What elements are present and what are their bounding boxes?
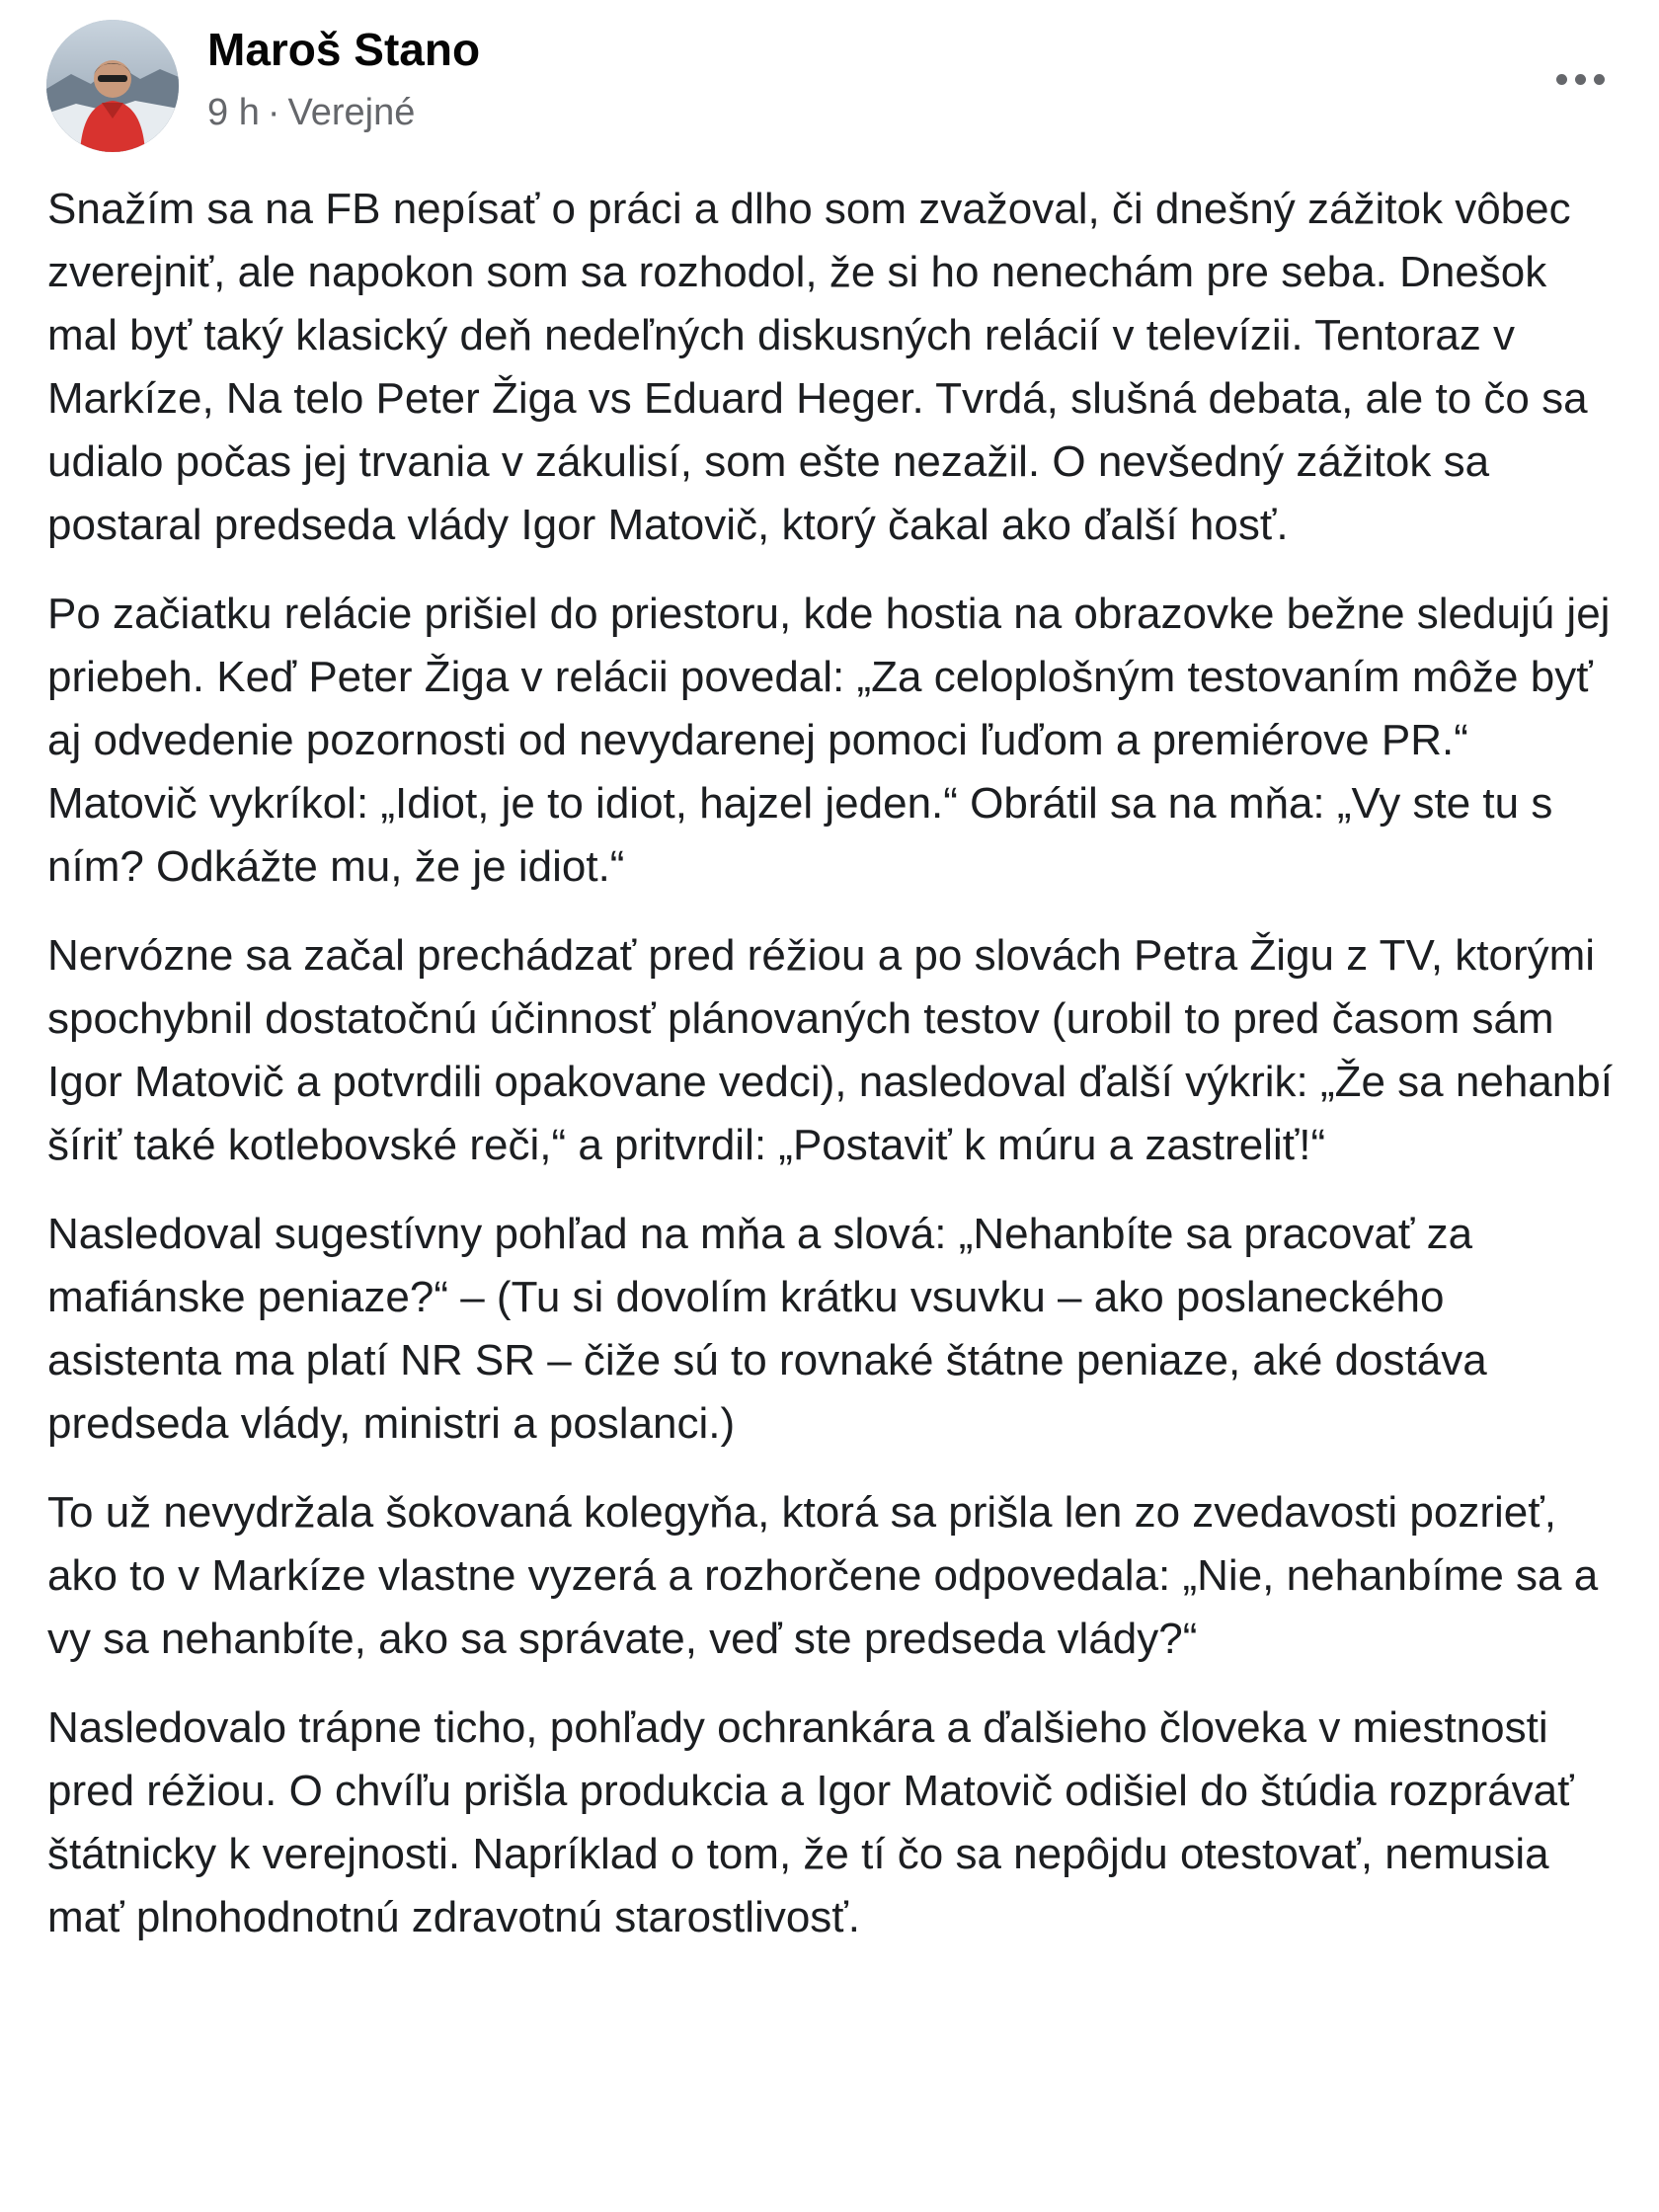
post-paragraph: Nasledovalo trápne ticho, pohľady ochrankára a ďalšieho človeka v miestnosti pred réžiou. O chvíľu prišla produkcia a Igor Matovič odišiel do štúdia rozprávať štátnicky k verejnosti. Napríklad o tom, že tí čo sa nepôjdu otestovať, nemusia mať plnohodnotnú zdravotnú starostlivosť. (47, 1703, 1574, 1941)
author-name-link[interactable]: Maroš Stano (207, 24, 481, 75)
meta-separator: · (267, 92, 280, 133)
post-meta (207, 92, 415, 134)
post-header (0, 0, 1659, 163)
audience-label[interactable]: Verejné (287, 92, 416, 133)
post-paragraph: To už nevydržala šokovaná kolegyňa, ktorá sa prišla len zo zvedavosti pozrieť, ako to v Markíze vlastne vyzerá a rozhorčene odpovedala: „Nie, nehanbíme sa a vy sa nehanbíte, ako sa správate, veď ste predseda vlády?“ (47, 1488, 1599, 1663)
post-time-link[interactable]: 9 h (207, 92, 260, 133)
post-paragraph: Nasledoval sugestívny pohľad na mňa a slová: „Nehanbíte sa pracovať za mafiánske peniaze?“ – (Tu si dovolím krátku vsuvku – ako poslaneckého asistenta ma platí NR SR – čiže sú to rovnaké štátne peniaze, aké dostáva predseda vlády, ministri a poslanci.) (47, 1210, 1487, 1448)
author-avatar[interactable] (46, 20, 179, 152)
more-options-button[interactable] (1540, 40, 1620, 118)
post-paragraph: Nervózne sa začal prechádzať pred réžiou a po slovách Petra Žigu z TV, ktorými spochybnil dostatočnú účinnosť plánovaných testov (urobil to pred časom sám Igor Matovič a potvrdili opakovane vedci), nasledoval ďalší výkrik: „Že sa nehanbí šíriť také kotlebovské reči,“ a pritvrdil: „Postaviť k múru a zastreliť!“ (47, 931, 1613, 1169)
profile-photo-icon (46, 20, 179, 152)
post-text (47, 178, 1627, 1975)
post-paragraph: Po začiatku relácie prišiel do priestoru, kde hostia na obrazovke bežne sledujú jej priebeh. Keď Peter Žiga v relácii povedal: „Za celoplošným testovaním môže byť aj odvedenie pozornosti od nevydarenej pomoci ľuďom a premiérove PR.“ Matovič vykríkol: „Idiot, je to idiot, hajzel jeden.“ Obrátil sa na mňa: „Vy ste tu s ním? Odkážte mu, že je idiot.“ (47, 590, 1611, 891)
post-paragraph: Snažím sa na FB nepísať o práci a dlho som zvažoval, či dnešný zážitok vôbec zverejniť, ale napokon som sa rozhodol, že si ho nenechám pre seba. Dnešok mal byť taký klasický deň nedeľných diskusných relácií v televízii. Tentoraz v Markíze, Na telo Peter Žiga vs Eduard Heger. Tvrdá, slušná debata, ale to čo sa udialo počas jej trvania v zákulisí, som ešte nezažil. O nevšedný zážitok sa postaral predseda vlády Igor Matovič, ktorý čakal ako ďalší hosť. (47, 185, 1588, 549)
more-dots-icon (1556, 74, 1605, 85)
